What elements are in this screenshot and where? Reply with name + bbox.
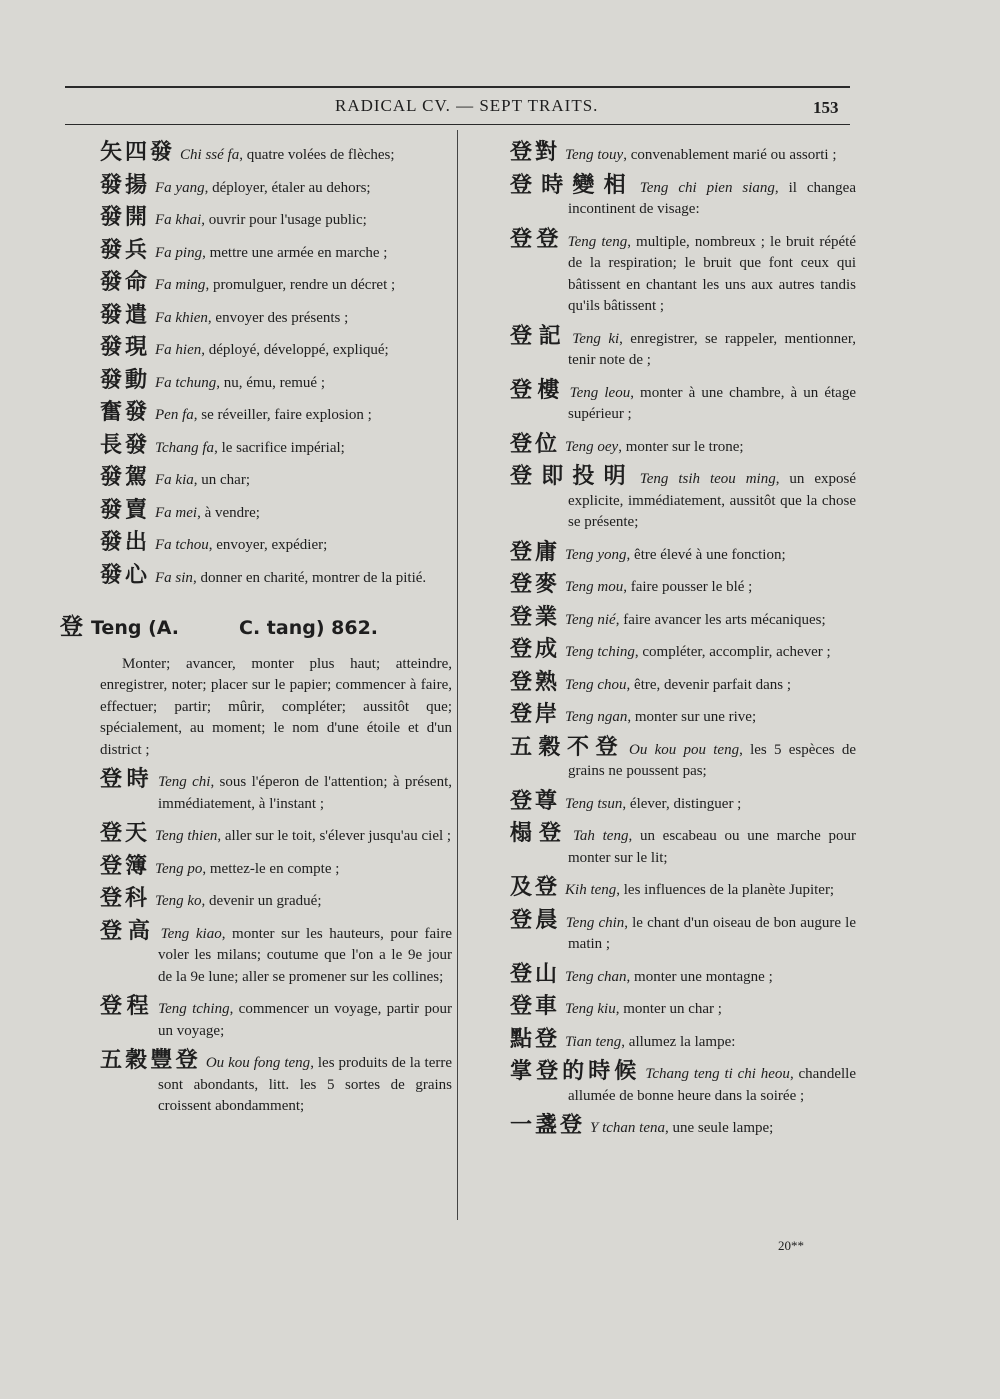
entry-romanization: Teng tsih teou ming — [639, 471, 776, 487]
dictionary-entry — [510, 961, 856, 989]
dictionary-entry — [510, 788, 856, 816]
entry-definition: , envoyer, expédier; — [208, 537, 328, 553]
entry-romanization: Teng teng — [567, 233, 628, 250]
entry-romanization: Y tchan tena — [590, 1120, 666, 1136]
entry-characters: 五穀不登 — [510, 734, 625, 760]
entry-definition: , monter sur le trone; — [618, 438, 744, 455]
entry-definition: , compléter, accomplir, achever ; — [634, 644, 831, 660]
dictionary-entry — [510, 1115, 856, 1140]
entry-romanization: Tah teng — [572, 828, 629, 844]
entry-definition: , donner en charité, montrer de la pitié. — [192, 569, 427, 586]
entry-romanization: Fa sin — [155, 569, 193, 586]
entry-romanization: Ou kou pou teng — [629, 741, 740, 758]
entry-characters: 點登 — [510, 1026, 561, 1052]
entry-romanization: Kih teng — [565, 882, 617, 898]
entry-romanization: Tian teng — [565, 1033, 622, 1050]
header-bottom-rule — [65, 124, 850, 125]
entry-romanization: Teng ko — [155, 893, 202, 909]
entry-characters: 發動 — [100, 367, 151, 393]
dictionary-entry — [100, 769, 452, 815]
entry-romanization: Teng kiu — [565, 1001, 616, 1017]
entry-definition: , sous l'éperon de l'attention; à présent, immédiatement, à l'instant ; — [158, 774, 452, 812]
dictionary-entry — [510, 877, 856, 902]
entry-romanization: Teng oey — [565, 438, 619, 455]
entry-characters: 登時 — [100, 767, 154, 792]
entry-romanization: Teng kiao — [160, 925, 222, 942]
entry-definition: , les 5 espèces de grains ne poussent pas; — [568, 741, 856, 779]
dictionary-entry — [510, 574, 856, 599]
dictionary-entry — [510, 377, 856, 426]
dictionary-entry — [510, 604, 856, 632]
entry-definition: , être, devenir parfait dans ; — [626, 676, 792, 693]
entry-definition: , un char; — [193, 472, 250, 488]
entry-characters: 及登 — [510, 875, 561, 900]
entry-characters: 登程 — [100, 994, 154, 1019]
entry-definition: , faire pousser le blé ; — [623, 579, 753, 595]
dictionary-entry — [100, 532, 452, 557]
headword-cantonese: C. tang) 862. — [239, 617, 379, 639]
entry-romanization: Teng touy — [565, 147, 624, 163]
dictionary-entry — [100, 467, 452, 492]
dictionary-entry — [100, 237, 452, 265]
entry-definition: , déployé, développé, expliqué; — [201, 342, 389, 358]
entry-definition: , promulguer, rendre un décret ; — [205, 277, 396, 293]
entry-romanization: Tchang teng ti chi heou — [645, 1066, 790, 1082]
entry-characters: 登山 — [510, 961, 561, 987]
dictionary-entry — [510, 142, 856, 167]
entry-characters: 發心 — [100, 562, 151, 588]
entry-definition: , chandelle allumée de bonne heure dans la soirée ; — [568, 1066, 856, 1104]
dictionary-entry — [510, 323, 856, 372]
entry-romanization: Teng yong — [565, 546, 627, 563]
header-top-rule — [65, 86, 850, 88]
entry-definition: , ouvrir pour l'usage public; — [201, 212, 367, 228]
left-column — [60, 140, 452, 1126]
entry-definition: , les influences de la planète Jupiter; — [616, 882, 835, 898]
entry-romanization: Chi ssé fa — [180, 147, 240, 163]
entry-characters: 發揚 — [100, 172, 151, 198]
entry-romanization: Teng tsun — [565, 795, 623, 812]
entry-romanization: Fa mei — [155, 504, 198, 521]
entry-characters: 發駕 — [100, 465, 151, 490]
dictionary-entry — [100, 302, 452, 330]
entry-definition: , se réveiller, faire explosion ; — [193, 407, 372, 423]
entry-romanization: Tchang fa — [155, 439, 215, 456]
entry-characters: 登成 — [510, 637, 561, 662]
entry-romanization: Teng thien — [155, 828, 218, 844]
entry-romanization: Fa khai — [155, 212, 202, 228]
dictionary-entry — [100, 432, 452, 460]
entry-romanization: Fa tchou — [155, 537, 209, 553]
entry-characters: 奮發 — [100, 400, 151, 425]
entry-romanization: Teng ki — [572, 330, 620, 347]
dictionary-entry — [510, 1061, 856, 1107]
right-entries — [510, 142, 856, 1140]
dictionary-entry — [100, 562, 452, 590]
entry-romanization: Fa yang — [155, 179, 205, 196]
entry-characters: 發兵 — [100, 237, 151, 263]
entry-definition: , un escabeau ou une marche pour monter sur le lit; — [568, 828, 856, 866]
entry-definition: , déployer, étaler au dehors; — [204, 179, 371, 196]
entry-characters: 登麥 — [510, 572, 561, 597]
entry-characters: 發賣 — [100, 497, 151, 523]
dictionary-entry — [100, 172, 452, 200]
dictionary-entry — [510, 996, 856, 1021]
dictionary-entry — [510, 172, 856, 221]
entry-definition: , convenablement marié ou assorti ; — [623, 147, 837, 163]
entry-characters: 登即投明 — [510, 464, 635, 489]
entry-definition: , un exposé explicite, immédiatement, aussitôt que la chose se présente; — [568, 471, 857, 530]
entry-characters: 登位 — [510, 431, 561, 457]
entry-characters: 登時變相 — [510, 172, 635, 198]
left-entries-after — [100, 769, 452, 1118]
entry-definition: , envoyer des présents ; — [207, 309, 349, 326]
running-header-title: RADICAL CV. — SEPT TRAITS. — [335, 96, 599, 115]
page-number: 153 — [813, 98, 839, 117]
entry-definition: , il changea incontinent de visage: — [568, 179, 856, 217]
dictionary-entry — [100, 1050, 452, 1118]
dictionary-entry — [100, 497, 452, 525]
dictionary-entry — [100, 142, 452, 167]
entry-definition: , multiple, nombreux ; le bruit répété de la respiration; le bruit que font ceux qui bâtissent en chantant les uns aux autres tandis qu'ils bâtissent ; — [568, 233, 856, 314]
entry-definition: , monter sur une rive; — [627, 709, 757, 725]
dictionary-entry — [510, 539, 856, 567]
entry-definition: , monter à une chambre, à un étage supérieur ; — [568, 384, 856, 422]
entry-characters: 登簿 — [100, 853, 151, 879]
entry-characters: 登天 — [100, 821, 151, 846]
entry-characters: 發開 — [100, 205, 151, 230]
dictionary-entry — [100, 402, 452, 427]
dictionary-entry — [100, 853, 452, 881]
entry-definition: , être élevé à une fonction; — [626, 546, 786, 563]
signature-mark: 20** — [778, 1238, 804, 1253]
entry-characters: 登熟 — [510, 669, 561, 695]
entry-characters: 榻登 — [510, 821, 568, 846]
entry-characters: 登尊 — [510, 788, 561, 814]
entry-romanization: Teng po — [155, 860, 203, 877]
dictionary-entry — [510, 734, 856, 783]
headword-romanization: Teng (A. — [91, 617, 180, 639]
dictionary-entry — [510, 431, 856, 459]
left-entries-before — [100, 142, 452, 589]
right-column — [510, 142, 856, 1148]
entry-romanization: Pen fa — [155, 407, 194, 423]
entry-romanization: Fa ming — [155, 277, 206, 293]
dictionary-entry — [510, 823, 856, 869]
entry-characters: 登樓 — [510, 377, 565, 403]
headword-definition: Monter; avancer, monter plus haut; atteindre, enregistrer, noter; placer sur le papier; commencer à faire, effectuer; partir; mûrir, compléter; aussitôt que; spécialement, au moment; le nom d'une étoile et d'un district ; — [100, 655, 452, 758]
dictionary-entry — [510, 704, 856, 729]
entry-characters: 登科 — [100, 886, 151, 911]
entry-characters: 登車 — [510, 994, 561, 1019]
entry-definition: , monter un char ; — [615, 1001, 722, 1017]
entry-definition: , monter une montagne ; — [626, 968, 773, 985]
entry-definition: , les produits de la terre sont abondants, litt. les 5 sortes de grains croissent abondamment; — [158, 1055, 452, 1114]
dictionary-entry — [100, 823, 452, 848]
dictionary-entry — [100, 996, 452, 1042]
dictionary-entry — [510, 226, 856, 318]
entry-romanization: Teng chan — [565, 968, 627, 985]
entry-definition: , faire avancer les arts mécaniques; — [615, 611, 826, 628]
entry-romanization: Fa kia — [155, 472, 194, 488]
entry-characters: 發遣 — [100, 302, 151, 328]
entry-definition: , devenir un gradué; — [201, 893, 322, 909]
entry-romanization: Teng leou — [569, 384, 631, 401]
entry-romanization: Teng chin — [565, 914, 625, 931]
entry-definition: , mettre une armée en marche ; — [202, 244, 388, 261]
entry-definition: , une seule lampe; — [665, 1120, 774, 1136]
entry-romanization: Fa tchung — [155, 374, 217, 391]
entry-definition: , mettez-le en compte ; — [202, 860, 340, 877]
entry-characters: 登記 — [510, 323, 568, 349]
dictionary-entry — [510, 466, 856, 534]
entry-definition: , le chant d'un oiseau de bon augure le matin ; — [568, 914, 856, 952]
dictionary-headword — [60, 614, 452, 640]
entry-romanization: Fa ping — [155, 244, 203, 261]
entry-romanization: Teng nié — [565, 611, 616, 628]
entry-characters: 登高 — [100, 918, 156, 944]
entry-characters: 一盞登 — [510, 1113, 586, 1138]
entry-romanization: Teng tching — [565, 644, 635, 660]
entry-characters: 發現 — [100, 335, 151, 360]
entry-definition: , commencer un voyage, partir pour un voyage; — [158, 1001, 452, 1039]
entry-characters: 五穀豐登 — [100, 1048, 201, 1073]
entry-romanization: Fa hien — [155, 342, 202, 358]
headword-character: 登 — [60, 614, 83, 640]
entry-romanization: Teng chi — [158, 774, 211, 790]
entry-definition: , à vendre; — [197, 504, 260, 521]
entry-definition: , allumez la lampe: — [621, 1033, 736, 1050]
entry-definition: , quatre volées de flèches; — [239, 147, 395, 163]
dictionary-entry — [510, 907, 856, 956]
dictionary-entry — [100, 337, 452, 362]
dictionary-entry — [510, 1026, 856, 1054]
entry-romanization: Fa khien — [155, 309, 208, 326]
entry-characters: 發命 — [100, 270, 151, 295]
entry-romanization: Teng chou — [565, 676, 627, 693]
entry-characters: 登庸 — [510, 539, 561, 565]
entry-definition: , aller sur le toit, s'élever jusqu'au ciel ; — [217, 828, 452, 844]
dictionary-entry — [100, 272, 452, 297]
entry-characters: 發出 — [100, 530, 151, 555]
entry-characters: 登登 — [510, 226, 563, 252]
entry-romanization: Ou kou fong teng — [205, 1055, 311, 1071]
entry-characters: 長發 — [100, 432, 151, 458]
entry-definition: , élever, distinguer ; — [622, 795, 742, 812]
dictionary-entry — [100, 888, 452, 913]
entry-characters: 矢四發 — [100, 140, 176, 165]
dictionary-entry — [100, 367, 452, 395]
entry-characters: 掌登的時候 — [510, 1059, 641, 1084]
entry-definition: , monter sur les hauteurs, pour faire voler les milans; coutume que l'on a le 9e jour de la 9e lune; aller se promener sur les collines; — [158, 925, 452, 985]
entry-characters: 登岸 — [510, 702, 561, 727]
entry-definition: , enregistrer, se rappeler, mentionner, tenir note de ; — [568, 330, 856, 368]
entry-definition: , nu, ému, remué ; — [216, 374, 325, 391]
dictionary-entry — [100, 207, 452, 232]
entry-romanization: Teng chi pien siang — [639, 179, 775, 196]
dictionary-entry — [510, 669, 856, 697]
column-divider — [457, 130, 458, 1220]
dictionary-entry — [510, 639, 856, 664]
entry-definition: , le sacrifice impérial; — [214, 439, 345, 456]
dictionary-entry — [100, 918, 452, 989]
entry-romanization: Teng mou — [565, 579, 624, 595]
entry-characters: 登對 — [510, 140, 561, 165]
entry-characters: 登晨 — [510, 907, 561, 933]
entry-romanization: Teng ngan — [565, 709, 628, 725]
entry-characters: 登業 — [510, 604, 561, 630]
entry-romanization: Teng tching — [158, 1001, 230, 1017]
